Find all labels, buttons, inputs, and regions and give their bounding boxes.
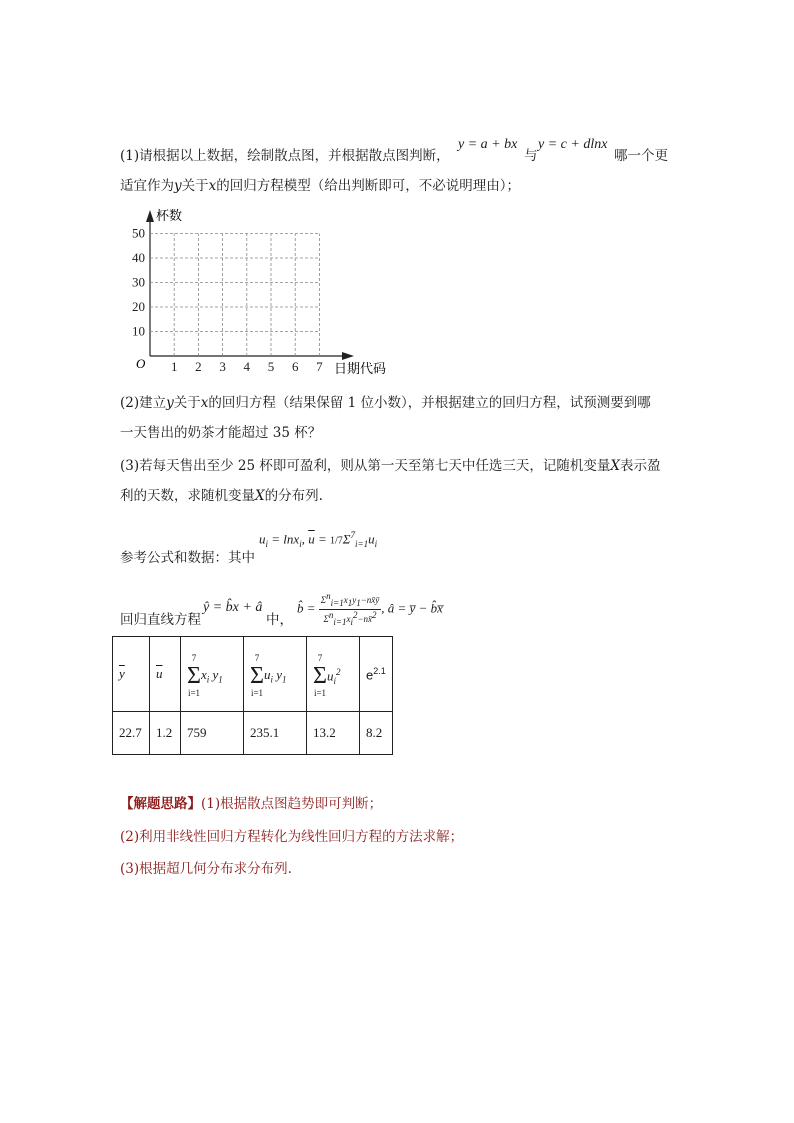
reg-equation: ŷ = b̂x + â (203, 600, 263, 615)
table-row (113, 712, 393, 755)
q1-conj: 与 (524, 148, 538, 164)
y-tick-label: 30 (132, 274, 145, 290)
header-u-bar: $\overline{u}$ (150, 637, 181, 712)
q2-line1: (2)建立y关于x的回归方程（结果保留 1 位小数），并根据建立的回归方程，试预测要到哪 (120, 395, 651, 411)
reg-label: 回归直线方程 (120, 612, 201, 628)
solution-tag: 【解题思路】 (120, 796, 201, 812)
header-sum-u2: 7 Σ i=1 $u_i^2$ (307, 637, 360, 712)
model-log: y = c + dlnx (538, 137, 608, 152)
solution-line1: 【解题思路】(1)根据散点图趋势即可判断； (120, 796, 383, 812)
x-tick-label: 5 (267, 359, 275, 374)
b-hat-formula: b̂ = $\Sigma^n_{i=1}x_1y_1-nx̄ȳ$ $\Sigma^n_{i=1}x_i^2-nx̄^2$ , â = y̅ − b̂x̅ (297, 591, 443, 627)
y-axis-label: 杯数 (156, 209, 183, 224)
x-axis-arrow (342, 352, 354, 360)
q3-line1: (3)若每天售出至少 25 杯即可盈利，则从第一天至第七天中任选三天，记随机变量X表示盈 (120, 458, 661, 474)
header-y-bar: $\overline{y}$ (113, 637, 150, 712)
header-sum-xy: 7 Σ i=1 $x_i$ $y_1$ (181, 637, 244, 712)
q1-text-b: 哪一个更 (614, 148, 668, 164)
solution-line3: (3)根据超几何分布求分布列. (120, 861, 292, 877)
value-sum-uy: 235.1 (244, 712, 307, 755)
x-tick-label: 4 (243, 359, 251, 374)
blank-plot-grid (110, 200, 410, 380)
y-tick-label: 50 (132, 225, 145, 241)
value-u-bar: 1.2 (150, 712, 181, 755)
y-tick-label: 40 (132, 250, 145, 265)
y-tick-label: 10 (132, 323, 145, 339)
x-tick-label: 3 (219, 359, 226, 374)
formula-u: $u_i = \ln x_i$, $\overline{u} = 1/7\Sigma^7_{i=1}u_i$ (259, 530, 378, 549)
ref-label: 参考公式和数据：其中 (120, 550, 255, 566)
reg-mid: 中， (266, 612, 293, 628)
q3-line2: 利的天数，求随机变量X的分布列. (120, 488, 323, 504)
x-tick-label: 2 (195, 359, 202, 374)
q1-text: (1)请根据以上数据，绘制散点图，并根据散点图判断， (120, 148, 450, 164)
y-axis-arrow (146, 210, 154, 222)
x-tick-label: 6 (291, 359, 299, 374)
value-sum-xy: 759 (181, 712, 244, 755)
q1-line1 (120, 146, 450, 166)
reference-data-table (112, 636, 393, 755)
q1-line2: 适宜作为y关于x的回归方程模型（给出判断即可，不必说明理由）； (120, 178, 521, 194)
model-linear: y = a + bx (458, 137, 518, 152)
origin-label: O (136, 356, 146, 371)
x-tick-label: 7 (316, 359, 323, 374)
x-tick-label: 1 (170, 359, 178, 374)
header-exp: $e^{2.1}$ (360, 637, 393, 712)
x-axis-label: 日期代码 (334, 362, 387, 377)
header-sum-uy: 7 Σ i=1 $u_i$ $y_1$ (244, 637, 307, 712)
solution-line2: (2)利用非线性回归方程转化为线性回归方程的方法求解； (120, 829, 464, 845)
value-exp: 8.2 (360, 712, 393, 755)
value-y-bar: 22.7 (113, 712, 150, 755)
y-tick-label: 20 (132, 299, 145, 314)
q2-line2: 一天售出的奶茶才能超过 35 杯？ (120, 425, 322, 441)
table-header-row (113, 637, 393, 712)
value-sum-u2: 13.2 (307, 712, 360, 755)
